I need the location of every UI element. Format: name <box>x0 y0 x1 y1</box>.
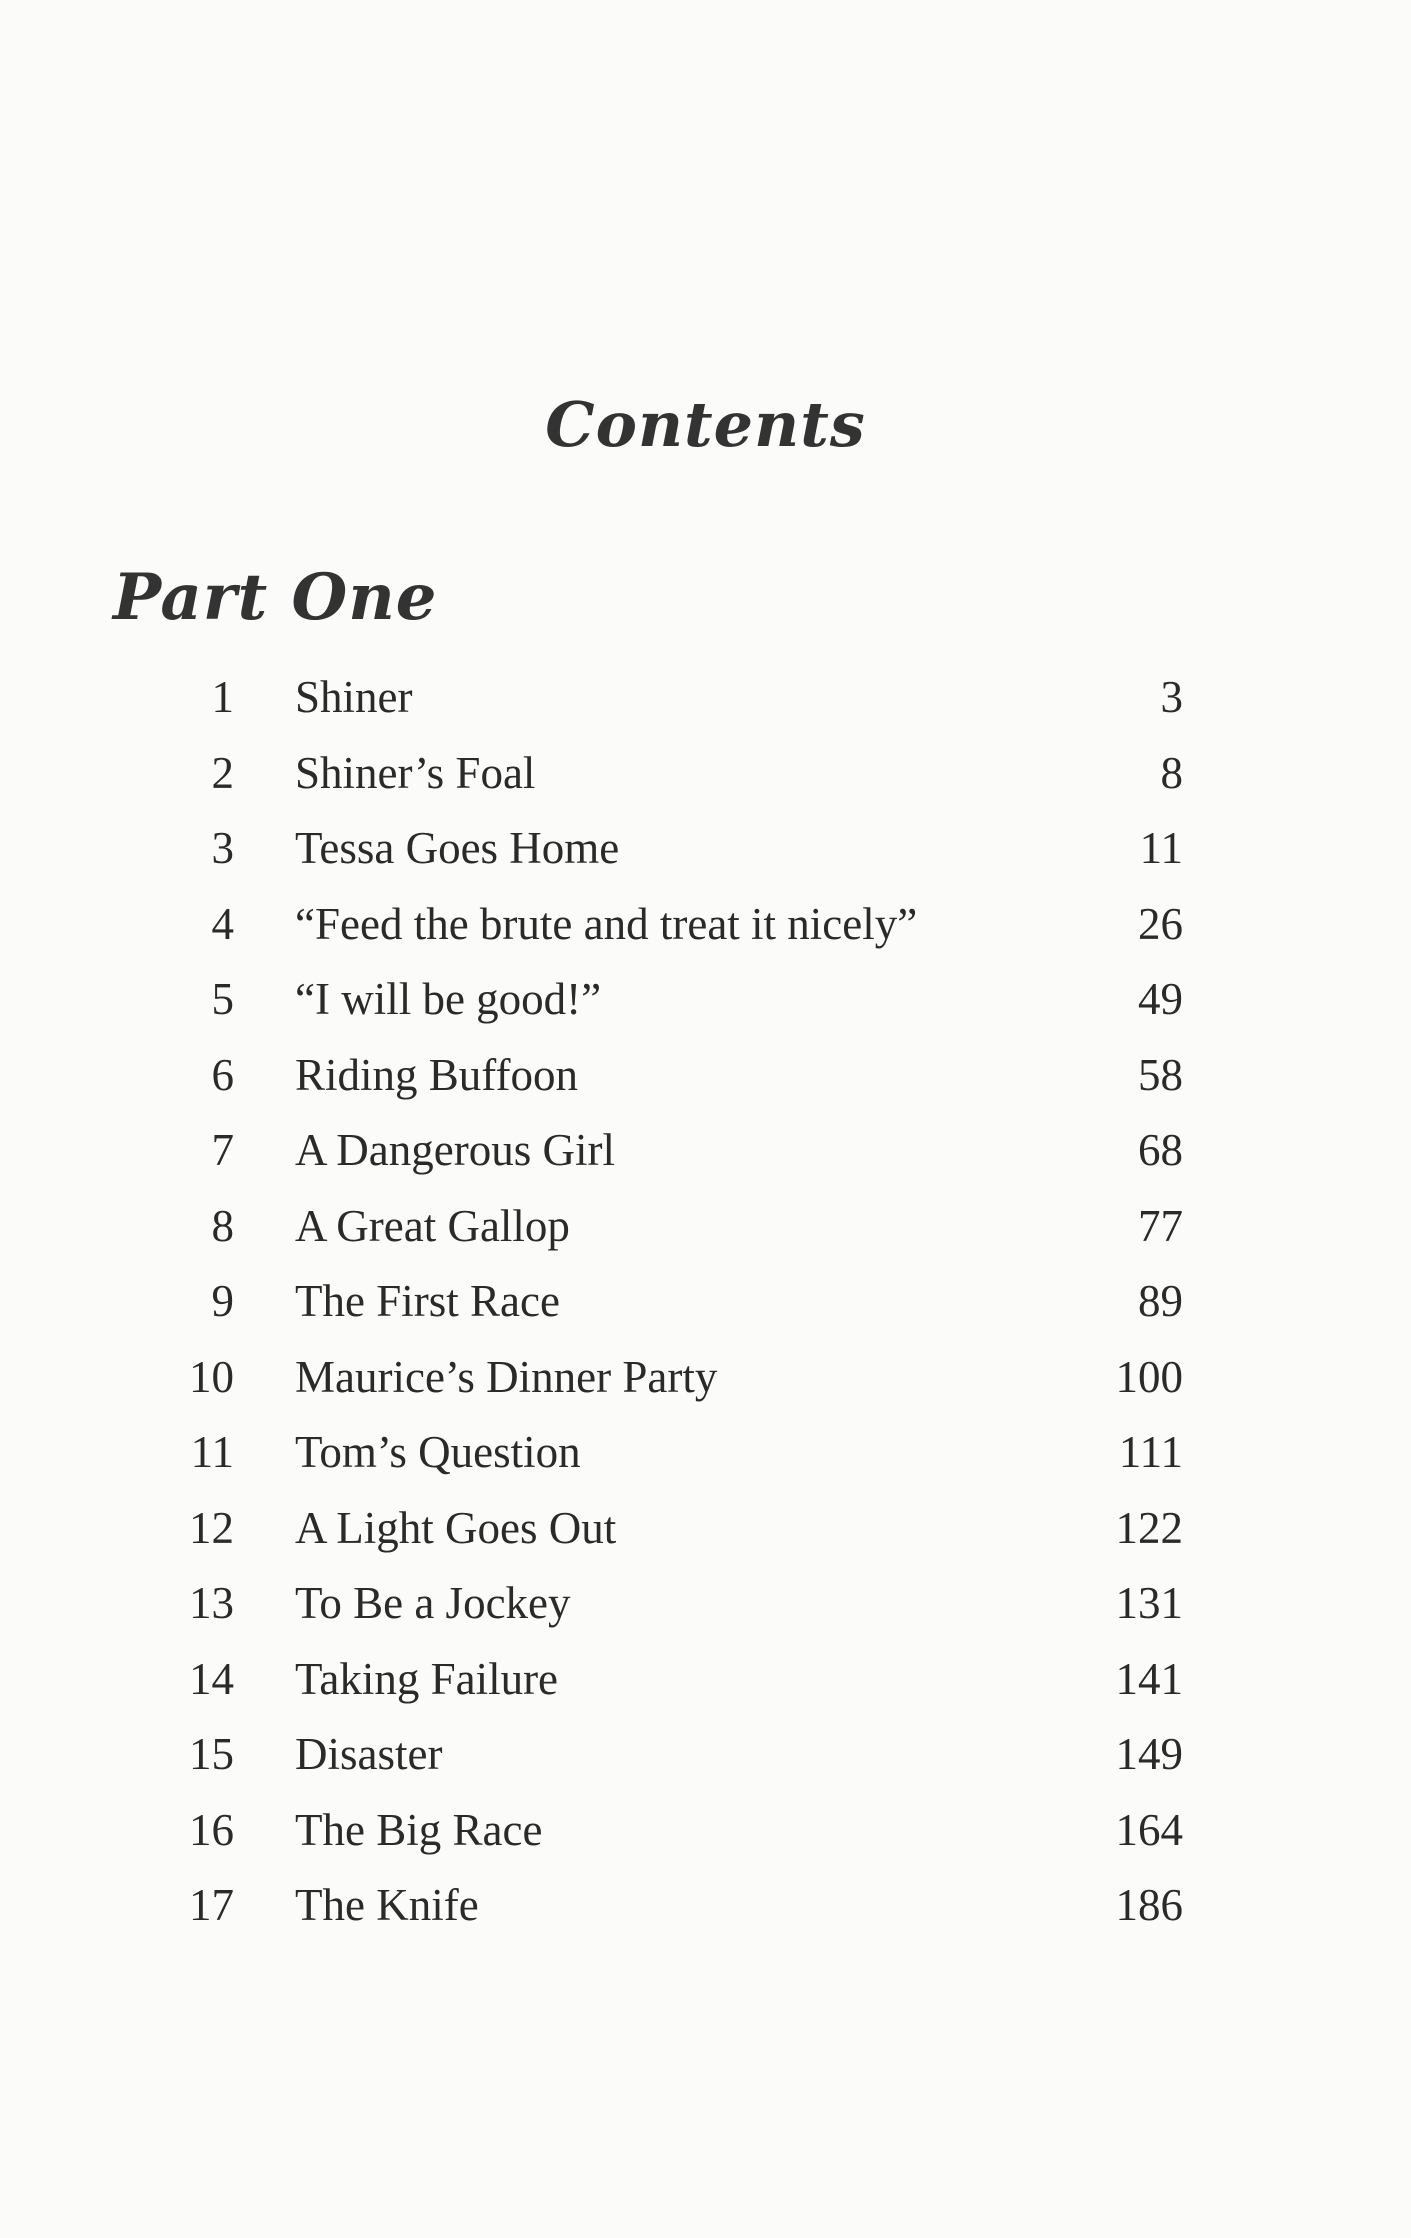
toc-entry <box>0 890 1411 966</box>
toc-entry <box>0 1569 1411 1645</box>
chapter-page-number: 100 <box>1115 1351 1183 1402</box>
chapter-page-number: 164 <box>1115 1804 1183 1855</box>
chapter-page-number: 131 <box>1115 1578 1183 1628</box>
chapter-title: To Be a Jockey <box>295 1578 571 1628</box>
chapter-title: “I will be good!” <box>295 974 602 1024</box>
chapter-page-number: 11 <box>1139 823 1183 873</box>
toc-entry <box>0 1192 1411 1268</box>
chapter-page-number: 49 <box>1138 974 1183 1024</box>
chapter-title: A Light Goes Out <box>295 1502 617 1553</box>
chapter-number: 11 <box>190 1427 234 1477</box>
chapter-page-number: 89 <box>1138 1276 1183 1326</box>
chapter-page-number: 3 <box>1160 672 1183 722</box>
chapter-title: Riding Buffoon <box>295 1049 578 1100</box>
chapter-page-number: 111 <box>1118 1427 1183 1477</box>
toc-entry <box>0 965 1411 1041</box>
chapter-page-number: 149 <box>1115 1729 1183 1779</box>
toc-entry <box>0 1720 1411 1796</box>
chapter-page-number: 68 <box>1138 1125 1183 1175</box>
toc-entry <box>0 1343 1411 1419</box>
chapter-number: 8 <box>211 1200 234 1251</box>
chapter-number: 13 <box>189 1578 234 1628</box>
toc-entry <box>0 1041 1411 1117</box>
chapter-title: Shiner’s Foal <box>295 747 536 798</box>
chapter-page-number: 58 <box>1138 1049 1183 1100</box>
chapter-number: 4 <box>211 898 234 949</box>
chapter-number: 14 <box>189 1653 234 1704</box>
toc-entry <box>0 814 1411 890</box>
chapter-number: 1 <box>211 672 234 722</box>
toc-entry <box>0 1494 1411 1570</box>
chapter-page-number: 122 <box>1115 1502 1183 1553</box>
chapter-title: Shiner <box>295 672 413 722</box>
contents-heading: Contents <box>545 388 866 461</box>
chapter-title: Tom’s Question <box>295 1427 581 1477</box>
chapter-number: 9 <box>211 1276 234 1326</box>
chapter-page-number: 77 <box>1138 1200 1183 1251</box>
chapter-title: The Big Race <box>295 1804 543 1855</box>
chapter-title: The Knife <box>295 1880 479 1930</box>
chapter-number: 5 <box>211 974 234 1024</box>
chapter-number: 7 <box>211 1125 234 1175</box>
chapter-number: 15 <box>189 1729 234 1779</box>
toc-entry <box>0 739 1411 815</box>
toc-entry <box>0 1871 1411 1947</box>
chapter-number: 2 <box>211 747 234 798</box>
chapter-title: Maurice’s Dinner Party <box>295 1351 718 1402</box>
chapter-number: 17 <box>189 1880 234 1930</box>
toc-entry <box>0 1796 1411 1872</box>
chapter-title: A Dangerous Girl <box>295 1125 615 1175</box>
chapter-page-number: 26 <box>1138 898 1183 949</box>
part-heading: Part One <box>113 560 438 635</box>
chapter-number: 6 <box>211 1049 234 1100</box>
chapter-page-number: 186 <box>1115 1880 1183 1930</box>
chapter-number: 10 <box>189 1351 234 1402</box>
chapter-page-number: 141 <box>1115 1653 1183 1704</box>
chapter-title: Disaster <box>295 1729 443 1779</box>
chapter-number: 3 <box>211 823 234 873</box>
chapter-title: “Feed the brute and treat it nicely” <box>295 898 918 949</box>
chapter-title: Taking Failure <box>295 1653 559 1704</box>
toc-entry <box>0 1116 1411 1192</box>
toc-entry <box>0 1645 1411 1721</box>
chapter-number: 12 <box>189 1502 234 1553</box>
toc-entry <box>0 663 1411 739</box>
chapter-title: Tessa Goes Home <box>295 823 620 873</box>
chapter-title: The First Race <box>295 1276 560 1326</box>
chapter-number: 16 <box>189 1804 234 1855</box>
chapter-page-number: 8 <box>1160 747 1183 798</box>
chapter-title: A Great Gallop <box>295 1200 570 1251</box>
toc-entry <box>0 1418 1411 1494</box>
toc-entry <box>0 1267 1411 1343</box>
